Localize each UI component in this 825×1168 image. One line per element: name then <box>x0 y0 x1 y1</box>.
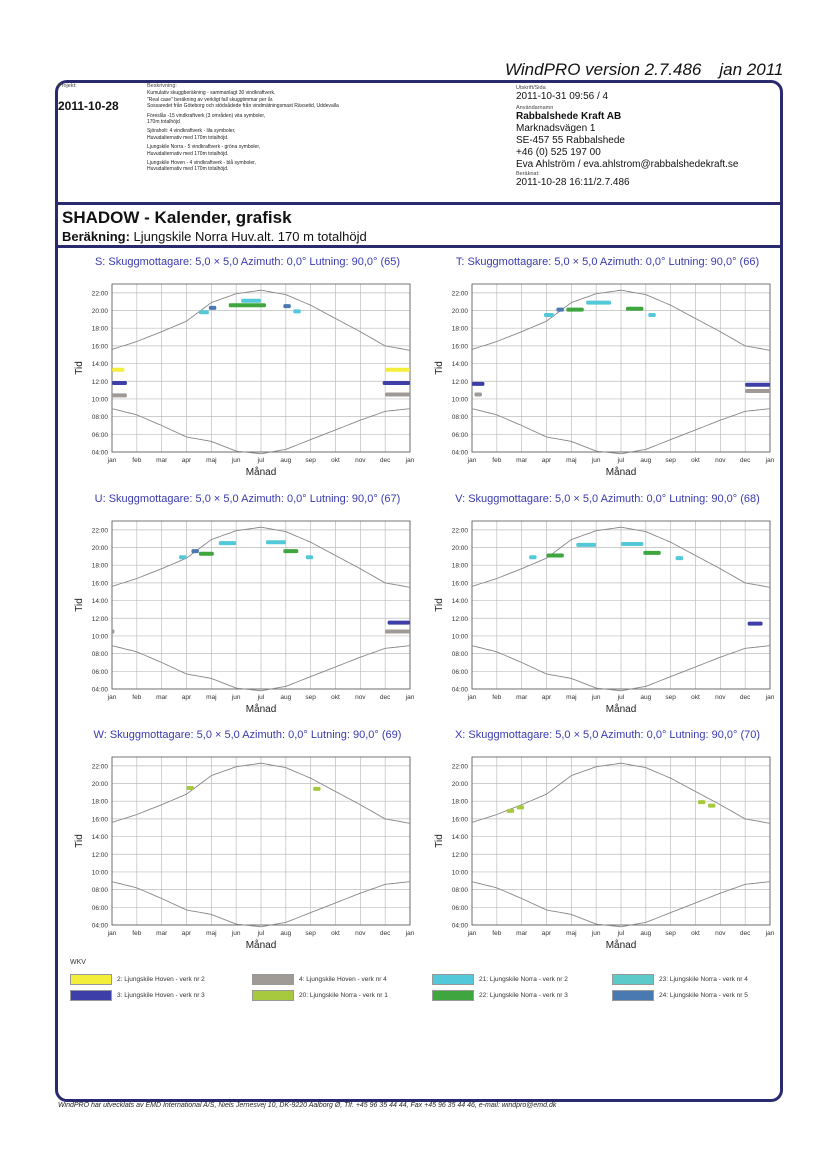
x-tick-label: jan <box>405 694 415 701</box>
chart-plot <box>430 274 775 479</box>
x-tick-label: nov <box>715 457 726 464</box>
y-tick-label: 14:00 <box>91 834 108 842</box>
x-tick-label: nov <box>715 930 726 937</box>
description-label: Beskrivning: <box>147 83 177 89</box>
shadow-chart-x <box>430 729 785 954</box>
y-tick-label: 18:00 <box>91 798 108 806</box>
shadow-period-mark <box>313 787 320 791</box>
y-tick-label: 20:00 <box>91 308 108 316</box>
shadow-period-mark <box>745 383 770 387</box>
chart-title: V: Skuggmottagare: 5,0 × 5,0 Azimuth: 0,0° Lutning: 90,0° (68) <box>455 493 760 505</box>
y-tick-label: 14:00 <box>451 361 468 369</box>
y-tick-label: 06:00 <box>451 431 468 439</box>
shadow-period-mark <box>544 313 554 317</box>
chart-title: T: Skuggmottagare: 5,0 × 5,0 Azimuth: 0,0° Lutning: 90,0° (66) <box>455 256 760 268</box>
legend-label: WKV <box>70 959 86 966</box>
project-date: 2011-10-28 <box>58 99 119 113</box>
y-tick-label: 16:00 <box>451 816 468 824</box>
legend-swatch <box>432 974 474 985</box>
x-axis-label: Månad <box>245 467 277 478</box>
shadow-chart-s <box>70 256 425 481</box>
x-tick-label: apr <box>541 930 552 937</box>
y-tick-label: 10:00 <box>91 396 108 404</box>
legend-item <box>432 972 568 987</box>
x-tick-label: aug <box>640 930 652 937</box>
y-tick-label: 22:00 <box>451 763 468 771</box>
app-date: jan 2011 <box>719 60 784 79</box>
y-tick-label: 06:00 <box>91 668 108 676</box>
y-tick-label: 18:00 <box>91 562 108 570</box>
x-tick-label: sep <box>305 457 316 464</box>
x-tick-label: feb <box>492 694 502 701</box>
x-tick-label: feb <box>492 457 502 464</box>
shadow-period-mark <box>219 541 236 545</box>
y-tick-label: 06:00 <box>91 431 108 439</box>
y-tick-label: 20:00 <box>91 545 108 553</box>
shadow-period-mark <box>306 555 313 559</box>
x-tick-label: jun <box>231 930 241 937</box>
y-tick-label: 10:00 <box>91 869 108 877</box>
x-tick-label: okt <box>691 930 700 937</box>
legend-item <box>252 988 388 1003</box>
shadow-period-mark <box>566 308 583 312</box>
y-tick-label: 12:00 <box>451 851 468 859</box>
legend-swatch <box>612 990 654 1001</box>
x-tick-label: okt <box>331 930 340 937</box>
x-tick-label: feb <box>132 457 142 464</box>
legend-swatch <box>612 974 654 985</box>
project-label: Projekt: <box>58 83 77 89</box>
y-tick-label: 08:00 <box>451 887 468 895</box>
legend-text: 23: Ljungskile Norra - verk nr 4 <box>659 976 748 983</box>
y-tick-label: 16:00 <box>91 580 108 588</box>
shadow-period-mark <box>385 368 410 372</box>
x-tick-label: dec <box>739 457 751 464</box>
company-block <box>516 83 778 189</box>
x-tick-label: jun <box>591 694 601 701</box>
legend-item <box>70 988 205 1003</box>
shadow-period-mark <box>576 543 596 547</box>
x-tick-label: maj <box>566 457 577 464</box>
x-tick-label: nov <box>355 694 366 701</box>
x-axis-label: Månad <box>605 467 637 478</box>
x-tick-label: maj <box>566 694 577 701</box>
x-tick-label: dec <box>739 694 751 701</box>
y-axis-label: Tid <box>74 598 85 612</box>
legend-item <box>612 988 748 1003</box>
y-tick-label: 04:00 <box>451 449 468 457</box>
shadow-period-mark <box>199 310 209 314</box>
y-tick-label: 04:00 <box>91 449 108 457</box>
x-tick-label: jul <box>617 457 625 464</box>
y-tick-label: 04:00 <box>451 686 468 694</box>
calc-label: Beräknat: <box>516 171 540 177</box>
y-tick-label: 22:00 <box>451 290 468 298</box>
shadow-period-mark <box>626 307 643 311</box>
x-tick-label: jan <box>107 694 117 701</box>
legend-text: 22: Ljungskile Norra - verk nr 3 <box>479 992 568 999</box>
legend-item <box>70 972 205 987</box>
shadow-period-mark <box>698 800 705 804</box>
legend-swatch <box>432 990 474 1001</box>
shadow-chart-u <box>70 493 425 718</box>
shadow-period-mark <box>388 621 410 625</box>
x-tick-label: jan <box>467 930 477 937</box>
y-tick-label: 16:00 <box>451 580 468 588</box>
x-axis-label: Månad <box>605 940 637 951</box>
x-tick-label: jan <box>107 457 117 464</box>
y-tick-label: 20:00 <box>91 781 108 789</box>
x-tick-label: jan <box>467 457 477 464</box>
x-tick-label: feb <box>132 930 142 937</box>
shadow-period-mark <box>385 630 410 634</box>
y-tick-label: 04:00 <box>91 922 108 930</box>
x-tick-label: jun <box>231 694 241 701</box>
y-tick-label: 22:00 <box>91 763 108 771</box>
x-tick-label: mar <box>516 457 528 464</box>
shadow-period-mark <box>586 301 611 305</box>
description-block <box>147 83 487 176</box>
calc-value: 2011-10-28 16:11/2.7.486 <box>516 177 630 188</box>
project-block <box>58 83 138 113</box>
x-tick-label: jun <box>591 457 601 464</box>
x-tick-label: aug <box>640 694 652 701</box>
printed-label: Utskrift/Sida <box>516 85 546 91</box>
description-line: Ljungskile Norra - 5 vindkraftverk - gröna symboler, Huvudalternativ med 170m totalhöjd. <box>147 144 261 157</box>
x-tick-label: aug <box>280 457 292 464</box>
chart-title: W: Skuggmottagare: 5,0 × 5,0 Azimuth: 0,0° Lutning: 90,0° (69) <box>93 729 402 741</box>
y-tick-label: 12:00 <box>451 615 468 623</box>
y-tick-label: 04:00 <box>451 922 468 930</box>
x-tick-label: feb <box>132 694 142 701</box>
shadow-period-mark <box>745 389 770 393</box>
x-tick-label: jan <box>765 694 775 701</box>
shadow-period-mark <box>112 393 127 397</box>
shadow-period-mark <box>383 381 410 385</box>
shadow-period-mark <box>676 556 683 560</box>
x-tick-label: apr <box>541 694 552 701</box>
shadow-period-mark <box>547 553 564 557</box>
x-tick-label: apr <box>541 457 552 464</box>
printed-value: 2011-10-31 09:56 / 4 <box>516 91 609 102</box>
x-tick-label: okt <box>331 457 340 464</box>
shadow-period-mark <box>229 303 266 307</box>
shadow-period-mark <box>507 809 514 813</box>
x-tick-label: maj <box>566 930 577 937</box>
y-tick-label: 10:00 <box>451 396 468 404</box>
x-tick-label: jan <box>405 930 415 937</box>
y-tick-label: 22:00 <box>91 290 108 298</box>
y-tick-label: 08:00 <box>91 414 108 422</box>
address-line-1: Marknadsvägen 1 <box>516 123 596 134</box>
legend-item <box>612 972 748 987</box>
x-axis-label: Månad <box>245 940 277 951</box>
y-tick-label: 10:00 <box>91 633 108 641</box>
report-title-band <box>58 202 780 248</box>
chart-plot <box>70 511 415 716</box>
y-tick-label: 10:00 <box>451 633 468 641</box>
x-tick-label: sep <box>305 930 316 937</box>
y-tick-label: 12:00 <box>91 378 108 386</box>
y-tick-label: 10:00 <box>451 869 468 877</box>
x-tick-label: jul <box>257 930 265 937</box>
x-tick-label: maj <box>206 457 217 464</box>
legend-swatch <box>252 974 294 985</box>
shadow-period-mark <box>385 393 410 397</box>
description-line: Ljungskile Hoven - 4 vindkraftverk - blå symboler, Huvudalternativ med 170m totalhöjd. <box>147 160 256 173</box>
shadow-period-mark <box>529 555 536 559</box>
x-tick-label: mar <box>156 694 168 701</box>
app-title <box>505 60 783 80</box>
legend-swatch <box>70 974 112 985</box>
y-tick-label: 16:00 <box>91 816 108 824</box>
x-tick-label: mar <box>516 694 528 701</box>
y-tick-label: 16:00 <box>91 343 108 351</box>
x-tick-label: sep <box>665 457 676 464</box>
y-axis-label: Tid <box>434 834 445 848</box>
x-tick-label: sep <box>305 694 316 701</box>
x-tick-label: okt <box>691 457 700 464</box>
shadow-period-mark <box>266 540 286 544</box>
shadow-period-mark <box>283 549 298 553</box>
x-tick-label: jun <box>231 457 241 464</box>
shadow-period-mark <box>643 551 660 555</box>
y-tick-label: 14:00 <box>91 361 108 369</box>
y-tick-label: 18:00 <box>451 562 468 570</box>
y-tick-label: 22:00 <box>451 527 468 535</box>
address-line-2: SE-457 55 Rabbalshede <box>516 135 625 146</box>
y-tick-label: 08:00 <box>91 651 108 659</box>
app-version: WindPRO version 2.7.486 <box>505 60 702 79</box>
report-title: SHADOW - Kalender, grafisk <box>62 208 292 227</box>
x-tick-label: nov <box>355 457 366 464</box>
chart-plot <box>430 747 775 952</box>
shadow-period-mark <box>748 622 763 626</box>
y-tick-label: 08:00 <box>451 414 468 422</box>
x-tick-label: dec <box>379 457 391 464</box>
shadow-chart-v <box>430 493 785 718</box>
legend-text: 24: Ljungskile Norra - verk nr 5 <box>659 992 748 999</box>
y-tick-label: 06:00 <box>91 904 108 912</box>
x-tick-label: mar <box>156 457 168 464</box>
x-tick-label: sep <box>665 930 676 937</box>
x-tick-label: okt <box>331 694 340 701</box>
company-name: Rabbalshede Kraft AB <box>516 111 622 122</box>
x-tick-label: okt <box>691 694 700 701</box>
chart-title: S: Skuggmottagare: 5,0 × 5,0 Azimuth: 0,0° Lutning: 90,0° (65) <box>94 256 401 268</box>
x-tick-label: aug <box>280 694 292 701</box>
y-tick-label: 12:00 <box>91 851 108 859</box>
shadow-period-mark <box>241 299 261 303</box>
user-label: Användarnamn <box>516 105 554 111</box>
legend-item <box>432 988 568 1003</box>
shadow-period-mark <box>472 382 484 386</box>
shadow-period-mark <box>556 308 563 312</box>
y-tick-label: 18:00 <box>451 325 468 333</box>
y-axis-label: Tid <box>434 361 445 375</box>
shadow-period-mark <box>112 630 114 634</box>
x-tick-label: feb <box>492 930 502 937</box>
y-tick-label: 20:00 <box>451 545 468 553</box>
x-tick-label: jun <box>591 930 601 937</box>
x-tick-label: aug <box>280 930 292 937</box>
legend <box>70 972 790 1012</box>
shadow-period-mark <box>517 805 524 809</box>
x-tick-label: jul <box>257 694 265 701</box>
x-tick-label: apr <box>181 694 192 701</box>
legend-swatch <box>252 990 294 1001</box>
x-tick-label: jan <box>405 457 415 464</box>
x-tick-label: jan <box>765 930 775 937</box>
x-tick-label: apr <box>181 457 192 464</box>
x-tick-label: nov <box>355 930 366 937</box>
y-tick-label: 08:00 <box>451 651 468 659</box>
x-axis-label: Månad <box>605 704 637 715</box>
y-tick-label: 20:00 <box>451 308 468 316</box>
x-tick-label: mar <box>516 930 528 937</box>
shadow-period-mark <box>648 313 655 317</box>
shadow-period-mark <box>199 552 214 556</box>
x-tick-label: dec <box>379 930 391 937</box>
legend-text: 21: Ljungskile Norra - verk nr 2 <box>479 976 568 983</box>
shadow-period-mark <box>187 786 194 790</box>
x-tick-label: dec <box>379 694 391 701</box>
y-tick-label: 18:00 <box>451 798 468 806</box>
shadow-period-mark <box>179 555 186 559</box>
chart-plot <box>70 747 415 952</box>
y-tick-label: 06:00 <box>451 668 468 676</box>
chart-plot <box>70 274 415 479</box>
x-tick-label: jul <box>617 930 625 937</box>
shadow-period-mark <box>112 381 127 385</box>
x-tick-label: mar <box>156 930 168 937</box>
y-tick-label: 18:00 <box>91 325 108 333</box>
x-tick-label: maj <box>206 694 217 701</box>
shadow-period-mark <box>283 304 290 308</box>
legend-text: 2: Ljungskile Hoven - verk nr 2 <box>117 976 205 983</box>
y-tick-label: 22:00 <box>91 527 108 535</box>
shadow-chart-t <box>430 256 785 481</box>
x-tick-label: jul <box>617 694 625 701</box>
y-tick-label: 08:00 <box>91 887 108 895</box>
shadow-period-mark <box>209 306 216 310</box>
shadow-period-mark <box>191 549 198 553</box>
footer-text: WindPRO har utvecklats av EMD International A/S, Niels Jernesvej 10, DK-9220 Aalborg Ø, Tlf. +45 96 35 44 44, Fax +45 96 35 44 46, e-mail: windpro@emd.dk <box>58 1102 557 1109</box>
description-line: Föreslås -15 vindkraftverk (3 områden) vita symboler, 170m totalhöjd <box>147 112 266 126</box>
x-tick-label: jan <box>765 457 775 464</box>
shadow-period-mark <box>474 393 481 397</box>
description-line: Sjöraholt: 4 vindkraftverk - lila symboler, Huvudalternativ med 170m totalhöjd. <box>147 128 236 141</box>
y-axis-label: Tid <box>74 834 85 848</box>
contact: Eva Ahlström / eva.ahlstrom@rabbalshedekraft.se <box>516 159 739 170</box>
legend-text: 3: Ljungskile Hoven - verk nr 3 <box>117 992 205 999</box>
shadow-period-mark <box>621 542 643 546</box>
x-tick-label: aug <box>640 457 652 464</box>
shadow-chart-w <box>70 729 425 954</box>
chart-plot <box>430 511 775 716</box>
y-tick-label: 04:00 <box>91 686 108 694</box>
x-tick-label: maj <box>206 930 217 937</box>
y-tick-label: 20:00 <box>451 781 468 789</box>
shadow-period-mark <box>112 368 124 372</box>
x-tick-label: jan <box>467 694 477 701</box>
x-tick-label: sep <box>665 694 676 701</box>
phone: +46 (0) 525 197 00 <box>516 147 601 158</box>
y-axis-label: Tid <box>74 361 85 375</box>
y-tick-label: 12:00 <box>451 378 468 386</box>
legend-swatch <box>70 990 112 1001</box>
y-tick-label: 14:00 <box>451 834 468 842</box>
legend-item <box>252 972 387 987</box>
x-tick-label: apr <box>181 930 192 937</box>
shadow-period-mark <box>293 309 300 313</box>
report-subtitle: Beräkning: Ljungskile Norra Huv.alt. 170 m totalhöjd <box>62 229 367 244</box>
y-tick-label: 14:00 <box>91 598 108 606</box>
y-tick-label: 06:00 <box>451 904 468 912</box>
chart-title: U: Skuggmottagare: 5,0 × 5,0 Azimuth: 0,0° Lutning: 90,0° (67) <box>94 493 401 505</box>
x-tick-label: nov <box>715 694 726 701</box>
x-tick-label: dec <box>739 930 751 937</box>
x-axis-label: Månad <box>245 704 277 715</box>
legend-text: 20: Ljungskile Norra - verk nr 1 <box>299 992 388 999</box>
y-tick-label: 14:00 <box>451 598 468 606</box>
y-axis-label: Tid <box>434 598 445 612</box>
y-tick-label: 12:00 <box>91 615 108 623</box>
y-tick-label: 16:00 <box>451 343 468 351</box>
x-tick-label: jul <box>257 457 265 464</box>
legend-text: 4: Ljungskile Hoven - verk nr 4 <box>299 976 387 983</box>
description-line: Kumulativ skuggberäkning - sammanlagt 30 vindkraftverk. "Real case" beräkning av verkligt fall skuggtimmar per år. Sossaredet från Göteborg och stödsådede från vindmätningsmast Rävsetid, Uddevalla <box>147 90 339 110</box>
shadow-period-mark <box>708 804 715 808</box>
chart-title: X: Skuggmottagare: 5,0 × 5,0 Azimuth: 0,0° Lutning: 90,0° (70) <box>454 729 761 741</box>
x-tick-label: jan <box>107 930 117 937</box>
